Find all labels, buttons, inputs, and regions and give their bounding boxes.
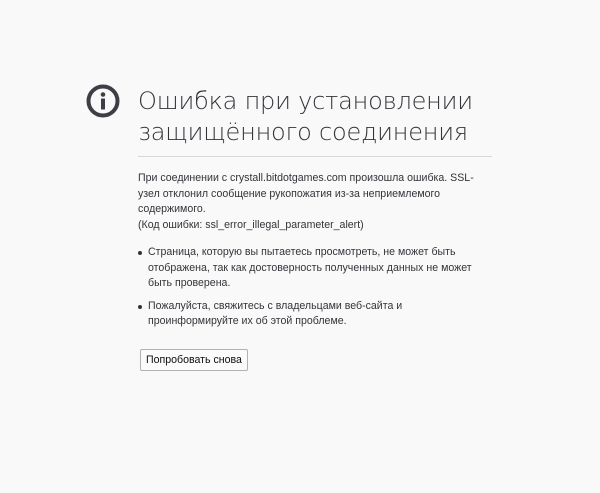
try-again-button[interactable]: Попробовать снова <box>140 349 248 371</box>
info-icon <box>86 84 120 118</box>
error-title: Ошибка при установлении защищённого соединения <box>138 87 473 146</box>
advice-item: Пожалуйста, свяжитесь с владельцами веб-сайта и проинформируйте их об этой проблеме. <box>138 299 493 330</box>
error-description-text: При соединении с crystall.bitdotgames.com произошла ошибка. SSL-узел отклонил сообщение рукопожатия из-за неприемлемого содержимого. <box>138 172 474 215</box>
error-container <box>138 86 493 371</box>
error-description <box>138 171 493 233</box>
error-code: (Код ошибки: ssl_error_illegal_parameter_alert) <box>138 218 364 231</box>
advice-item: Страница, которую вы пытаетесь просмотреть, не может быть отображена, так как достоверность полученных данных не может быть проверена. <box>138 245 493 292</box>
advice-list <box>138 245 493 330</box>
title-divider <box>138 156 492 157</box>
